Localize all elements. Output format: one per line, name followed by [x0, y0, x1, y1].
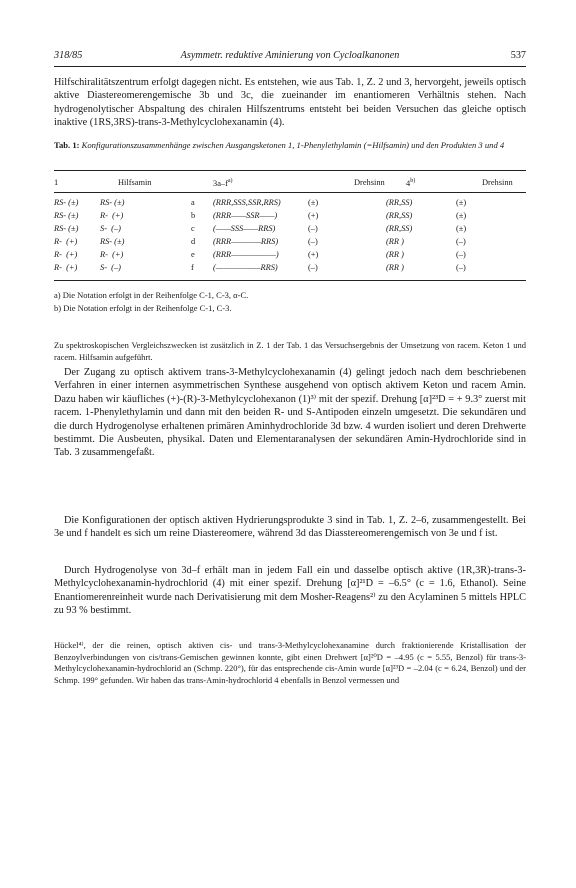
- paragraph-1: Hilfschiralitätszentrum erfolgt dagegen nicht. Es entstehen, wie aus Tab. 1, Z. 2 und 3, hervorgeht, jeweils optisch aktive Diastereomerengemische 3b und 3c, die zueinander im enantiomeren Verhältnis stehen. Nach hydrogenolytischer Abspaltung des chiralen Hilfszentrums entsteht bei beiden Versuchen das gleiche optisch inaktive (1RS,3RS)-trans-3-Methylcyclohexanamin (4).: [54, 77, 526, 129]
- table-row: RS- (±) R- (+) b (RRR——SSR——) (+) (RR,SS) (±): [54, 211, 467, 220]
- config-table-body: [54, 198, 526, 278]
- table-row: RS- (±) S- (–) c (——SSS——RRS) (–) (RR,SS) (±): [54, 224, 467, 233]
- table-header-4: 4$^{b)}$: [406, 178, 416, 188]
- running-title: Asymmetr. reduktive Aminierung von Cycloalkanonen: [180, 50, 400, 61]
- table-header-3: $3a-f^{a)}$: [213, 178, 233, 188]
- table-row: R- (+) R- (+) e (RRR——————) (+) (RR ) (–): [54, 250, 466, 259]
- table-rule-top: [54, 170, 526, 171]
- page-number: 537: [510, 50, 526, 61]
- paragraph-3: Der Zugang zu optisch aktivem trans-3-Methylcyclohexanamin (4) gelingt jedoch nach dem beschriebenen Verfahren in einer internen asymmetrischen Synthese ausgehend von optisch aktivem Keton und racem Amin. Dazu haben wir käufliches (+)-(R)-3-Methylcyclohexanon (1)³⁾ mit der spezif. Drehung [α]²³D = + 9.3° zuerst mit racem. 1-Phenylethylamin und dann mit den beiden R- und S-Antipoden einzeln umgesetzt. Die sekundären und die durch Hydrogenolyse erhaltenen primären Aminhydrochloride 3d bzw. 4 wurden isoliert und deren Drehwerte bestimmt. Die Ausbeuten, physikal. Daten und Elementaranalysen der sekundären Amin-Hydrochloride sind in Tab. 3 zusammengefaßt.: [54, 367, 526, 459]
- paragraph-5: Durch Hydrogenolyse von 3d–f erhält man in jedem Fall ein und dasselbe optisch aktive (1R,3R)-trans-3-Methylcyclohexanamin-hydrochlorid (4) mit einer spezif. Drehung [α]²¹D = –6.5° (c = 1.6, Ethanol). Seine Enantiomerenreinheit wurde nach Derivatisierung mit dem Mosher-Reagens²⁾ zu den Acylaminen 5 mittels HPLC zu 93 % bestimmt.: [54, 565, 526, 617]
- table-row: R- (+) S- (–) f (——————RRS) (–) (RR ) (–): [54, 263, 466, 272]
- table-header-1: 1: [54, 178, 59, 187]
- table-header-hilfsamin: Hilfsamin: [118, 178, 152, 187]
- journal-ref: 318/85: [54, 50, 83, 61]
- table-rule-bottom: [54, 280, 526, 281]
- table-caption: [54, 140, 526, 152]
- table-note-b: b) Die Notation erfolgt in der Reihenfolge C-1, C-3.: [54, 303, 232, 313]
- table-caption-label: Tab. 1:: [54, 140, 80, 150]
- table-caption-text: Konfigurationszusammenhänge zwischen Ausgangsketonen 1, 1-Phenylethylamin (=Hilfsamin) und den Produkten 3 und 4: [81, 140, 505, 150]
- table-rule-mid: [54, 192, 526, 193]
- table-row: R- (+) RS- (±) d (RRR————RRS) (–) (RR ) (–): [54, 237, 466, 246]
- header-rule: [54, 66, 526, 67]
- paragraph-4: Die Konfigurationen der optisch aktiven Hydrierungsprodukte 3 sind in Tab. 1, Z. 2–6, zusammengestellt. Bei 3e und f handelt es sich um reine Diastereomere, während 3d das Diasstereomerengemisch von 3e und f ist.: [54, 515, 526, 540]
- paragraph-2: Zu spektroskopischen Vergleichszwecken ist zusätzlich in Z. 1 der Tab. 1 das Versuchsergebnis der Umsetzung von racem. Keton 1 und racem. Hilfsamin aufgeführt.: [54, 340, 526, 362]
- running-header: [54, 50, 526, 64]
- table-header-drehsinn-4: Drehsinn: [482, 178, 513, 187]
- paragraph-6: Hückel⁴⁾, der die reinen, optisch aktiven cis- und trans-3-Methylcyclohexanamine durch fraktionierende Kristallisation der Benzoylverbindungen von cis/trans-Gemischen gewinnen konnte, gibt einen Drehwert [α]²⁰D = –4.95 (c = 5.55, Benzol) für trans-3-Methylcyclohexanamin-hydrochlorid an (Schmp. 220°), für das entsprechende cis-Amin wurde [α]²³D = –2.04 (c = 6.24, Benzol) und der Schmp. 199° gefunden. Wir haben das trans-Amin-hydrochlorid 4 ebenfalls in Benzol vermessen und: [54, 640, 526, 685]
- table-header-drehsinn-3: Drehsinn: [354, 178, 385, 187]
- table-note-a: a) Die Notation erfolgt in der Reihenfolge C-1, C-3, α-C.: [54, 290, 249, 300]
- table-row: RS- (±) RS- (±) a (RRR,SSS,SSR,RRS) (±) (RR,SS) (±): [54, 198, 467, 207]
